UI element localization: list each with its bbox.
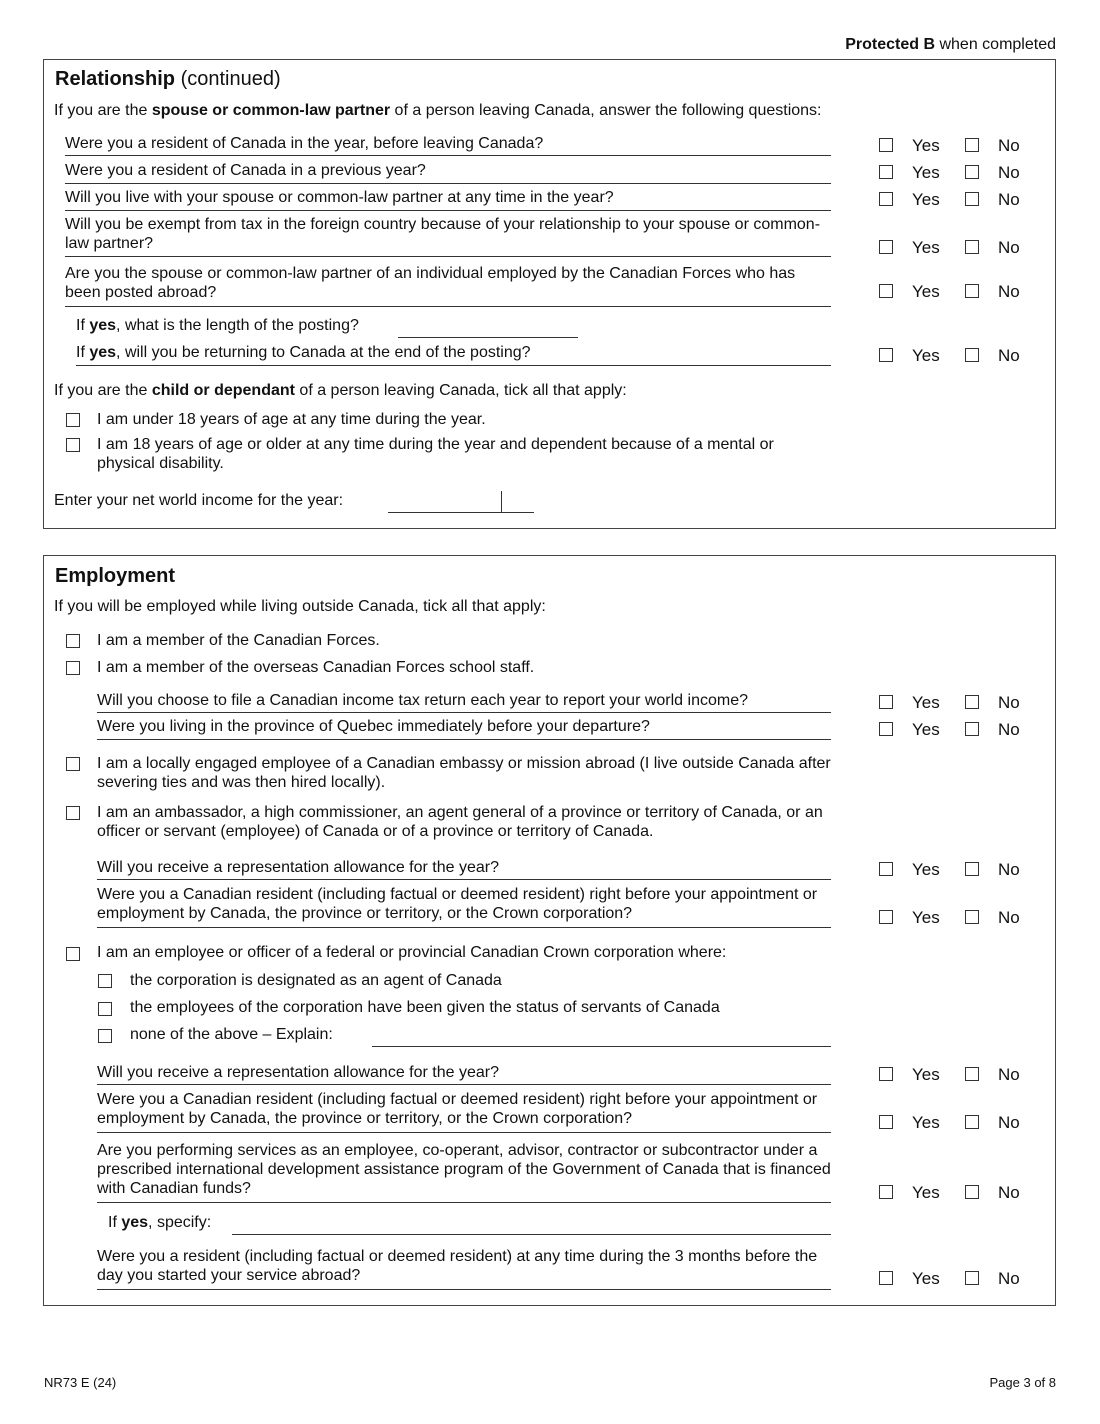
yes-no-quebec: Yes No <box>879 720 1059 740</box>
under-18-label: I am under 18 years of age at any time during the year. <box>97 411 486 428</box>
yes-no-resident-appointment-crown: Yes No <box>879 1113 1059 1133</box>
yes-no-file-return: Yes No <box>879 693 1059 713</box>
yes-checkbox[interactable] <box>879 1185 893 1199</box>
yes-no-posting-return: Yes No <box>879 346 1059 366</box>
none-of-above-label: none of the above – Explain: <box>130 1026 333 1043</box>
question-quebec: Were you living in the province of Quebec immediately before your departure? <box>97 718 650 735</box>
relationship-section <box>43 59 1056 529</box>
no-checkbox[interactable] <box>965 165 979 179</box>
no-checkbox[interactable] <box>965 1067 979 1081</box>
ambassador-checkbox[interactable] <box>66 806 80 820</box>
yes-no-exempt-tax: Yes No <box>879 238 1059 258</box>
explain-field[interactable] <box>372 1046 831 1047</box>
form-id: NR73 E (24) <box>44 1375 117 1390</box>
crown-corporation-label: I am an employee or officer of a federal or provincial Canadian Crown corporation where: <box>97 944 727 961</box>
crown-corporation-checkbox[interactable] <box>66 947 80 961</box>
yes-no-development-services: Yes No <box>879 1183 1059 1203</box>
yes-no-allowance-crown: Yes No <box>879 1065 1059 1085</box>
yes-no-canadian-forces-spouse: Yes No <box>879 282 1059 302</box>
no-checkbox[interactable] <box>965 1271 979 1285</box>
yes-checkbox[interactable] <box>879 1271 893 1285</box>
spouse-intro: If you are the spouse or common-law partner of a person leaving Canada, answer the following questions: <box>54 102 822 119</box>
no-checkbox[interactable] <box>965 862 979 876</box>
page-number: Page 3 of 8 <box>989 1375 1056 1390</box>
yes-no-live-with-spouse: Yes No <box>879 190 1059 210</box>
yes-checkbox[interactable] <box>879 348 893 362</box>
question-development-services: Are you performing services as an employee, co-operant, advisor, contractor or subcontractor under a prescribed international development assistance program of the Government of Canada that is financed with Canadian funds? <box>97 1142 831 1197</box>
no-checkbox[interactable] <box>965 192 979 206</box>
servants-status-label: the employees of the corporation have been given the status of servants of Canada <box>130 999 720 1016</box>
yes-checkbox[interactable] <box>879 722 893 736</box>
yes-no-resident-year: Yes No <box>879 136 1059 156</box>
canadian-forces-label: I am a member of the Canadian Forces. <box>97 632 380 649</box>
child-intro: If you are the child or dependant of a person leaving Canada, tick all that apply: <box>54 382 627 399</box>
disability-checkbox[interactable] <box>66 438 80 452</box>
none-of-above-checkbox[interactable] <box>98 1029 112 1043</box>
question-resident-year: Were you a resident of Canada in the year, before leaving Canada? <box>65 135 544 152</box>
yes-no-allowance: Yes No <box>879 860 1059 880</box>
yes-checkbox[interactable] <box>879 284 893 298</box>
question-exempt-tax: Will you be exempt from tax in the foreign country because of your relationship to your spouse or common-law partner? <box>65 216 821 252</box>
question-resident-appointment: Were you a Canadian resident (including factual or deemed resident) right before your appointment or employment by Canada, the province or territory, or the Crown corporation? <box>97 886 818 922</box>
no-checkbox[interactable] <box>965 695 979 709</box>
posting-length-field[interactable] <box>398 337 578 338</box>
no-checkbox[interactable] <box>965 1115 979 1129</box>
question-resident-previous: Were you a resident of Canada in a previous year? <box>65 162 426 179</box>
net-income-cents-divider <box>501 491 502 512</box>
yes-checkbox[interactable] <box>879 1115 893 1129</box>
no-checkbox[interactable] <box>965 284 979 298</box>
disability-label: I am 18 years of age or older at any time during the year and dependent because of a mental or physical disability. <box>97 436 774 472</box>
net-income-field[interactable] <box>388 512 534 513</box>
canadian-forces-checkbox[interactable] <box>66 634 80 648</box>
yes-checkbox[interactable] <box>879 1067 893 1081</box>
protected-b-notice: Protected B when completed <box>845 36 1056 53</box>
employment-intro: If you will be employed while living outside Canada, tick all that apply: <box>54 598 546 615</box>
yes-checkbox[interactable] <box>879 695 893 709</box>
posting-return-label: If yes, will you be returning to Canada at the end of the posting? <box>76 344 531 361</box>
yes-no-resident-3-months: Yes No <box>879 1269 1059 1289</box>
yes-checkbox[interactable] <box>879 138 893 152</box>
question-resident-appointment-crown: Were you a Canadian resident (including factual or deemed resident) right before your appointment or employment by Canada, the province or territory, or the Crown corporation? <box>97 1091 818 1127</box>
agent-of-canada-label: the corporation is designated as an agent of Canada <box>130 972 502 989</box>
question-canadian-forces-spouse: Are you the spouse or common-law partner of an individual employed by the Canadian Forces who has been posted abroad? <box>65 265 796 301</box>
question-live-with-spouse: Will you live with your spouse or common-law partner at any time in the year? <box>65 189 614 206</box>
no-checkbox[interactable] <box>965 138 979 152</box>
specify-label: If yes, specify: <box>108 1214 212 1231</box>
yes-no-resident-appointment: Yes No <box>879 908 1059 928</box>
question-allowance: Will you receive a representation allowance for the year? <box>97 859 499 876</box>
local-employee-checkbox[interactable] <box>66 757 80 771</box>
under-18-checkbox[interactable] <box>66 413 80 427</box>
question-allowance-crown: Will you receive a representation allowance for the year? <box>97 1064 499 1081</box>
yes-checkbox[interactable] <box>879 165 893 179</box>
specify-field[interactable] <box>232 1234 831 1235</box>
agent-of-canada-checkbox[interactable] <box>98 974 112 988</box>
servants-status-checkbox[interactable] <box>98 1002 112 1016</box>
yes-checkbox[interactable] <box>879 910 893 924</box>
question-resident-3-months: Were you a resident (including factual or deemed resident) at any time during the 3 months before the day you started your service abroad? <box>97 1248 818 1284</box>
no-checkbox[interactable] <box>965 910 979 924</box>
section-title: Relationship (continued) <box>55 68 281 90</box>
school-staff-label: I am a member of the overseas Canadian Forces school staff. <box>97 659 535 676</box>
ambassador-label: I am an ambassador, a high commissioner, an agent general of a province or territory of Canada, or an officer or servant (employee) of Canada or of a province or territory of Canada. <box>97 804 823 840</box>
yes-checkbox[interactable] <box>879 862 893 876</box>
section-title: Employment <box>55 565 176 587</box>
yes-checkbox[interactable] <box>879 240 893 254</box>
no-checkbox[interactable] <box>965 722 979 736</box>
local-employee-label: I am a locally engaged employee of a Canadian embassy or mission abroad (I live outside Canada after severing ties and was then hired locally). <box>97 755 831 791</box>
question-file-return: Will you choose to file a Canadian income tax return each year to report your world income? <box>97 692 748 709</box>
posting-length-label: If yes, what is the length of the posting? <box>76 317 359 334</box>
school-staff-checkbox[interactable] <box>66 661 80 675</box>
employment-section <box>43 555 1056 1306</box>
yes-no-resident-previous: Yes No <box>879 163 1059 183</box>
net-income-label: Enter your net world income for the year: <box>54 492 344 509</box>
no-checkbox[interactable] <box>965 1185 979 1199</box>
no-checkbox[interactable] <box>965 240 979 254</box>
yes-checkbox[interactable] <box>879 192 893 206</box>
no-checkbox[interactable] <box>965 348 979 362</box>
